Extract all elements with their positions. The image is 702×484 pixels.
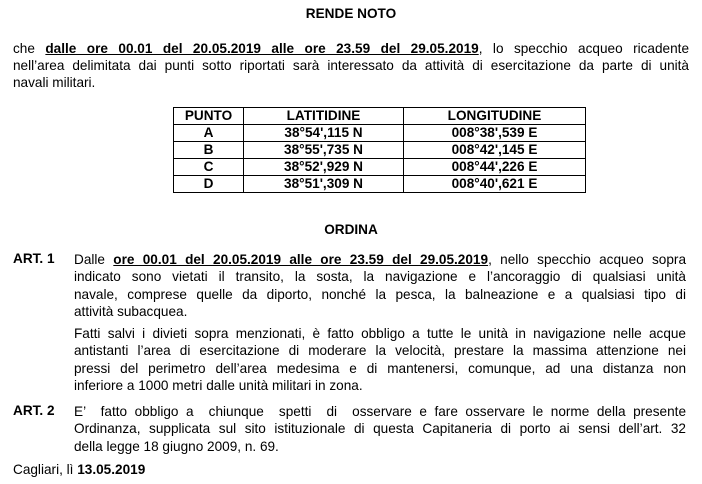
rende-noto-heading: RENDE NOTO [305,6,397,21]
art1-p2-line-3: pressi del perimetro dell’area medesima e di mantenersi, comunque, ad una distanza non [74,360,686,376]
footer-place: Cagliari, lì [13,462,74,477]
art1-line1-post: , nello specchio acqueo sopra [488,252,687,267]
header-latitudine: LATITIDINE [244,108,404,125]
cell-longitude: 008°38',539 E [404,125,586,142]
art1-period: ore 00.01 del 20.05.2019 alle ore 23.59 del 29.05.2019 [113,252,489,267]
cell-punto: B [174,142,244,159]
art2-body [74,403,686,455]
cell-longitude: 008°40',621 E [404,176,586,193]
art1-label: ART. 1 [13,251,55,266]
art2-line-1: E’ fatto obbligo a chiunque spetti di osservare e fare osservare le norme della presente [74,404,686,419]
rende-noto-line-2: nell’area delimitata dai punti sotto riportati sarà interessato da attività di esercitazione da parte di unità [13,58,689,73]
cell-latitude: 38°52',929 N [244,159,404,176]
cell-latitude: 38°54',115 N [244,125,404,142]
signature-line [13,461,689,478]
cell-latitude: 38°55',735 N [244,142,404,159]
ordina-heading: ORDINA [324,222,378,237]
art1-line-4: attività subacquea. [74,303,188,319]
table-row [174,176,586,193]
rende-noto-line-1 [13,40,689,57]
art1-line-1 [74,251,686,268]
coordinates-table [173,107,586,193]
table-header-row [174,108,586,125]
art1-body [74,251,686,320]
cell-longitude: 008°42',145 E [404,142,586,159]
table-row [174,159,586,176]
footer-date: 13.05.2019 [77,462,146,477]
table-row [174,142,586,159]
cell-punto: D [174,176,244,193]
rende-noto-line1-pre: che [13,41,35,56]
cell-punto: C [174,159,244,176]
art1-line1-pre: Dalle [74,252,105,267]
table-row [174,125,586,142]
header-longitudine: LONGITUDINE [404,108,586,125]
art1-paragraph-2 [74,325,686,394]
rende-noto-line1-post: , lo specchio acqueo ricadente [478,41,689,56]
art1-p2-line-1: Fatti salvi i divieti sopra menzionati, è fatto obbligo a tutte le unità in navigazione nelle acque [74,326,686,341]
cell-latitude: 38°51',309 N [244,176,404,193]
rende-noto-paragraph [13,40,689,91]
art1-line-3: navale, comprese quelle da diporto, nonché la pesca, la balneazione e a qualsiasi tipo di [74,286,686,302]
art1-p2-line-4: inferiore a 1000 metri dalle unità militari in zona. [74,377,363,393]
art1-line-2: indicato sono vietati il transito, la sosta, la navigazione e l’ancoraggio di qualsiasi unità [74,269,686,285]
rende-noto-period: dalle ore 00.01 del 20.05.2019 alle ore 23.59 del 29.05.2019 [45,41,479,56]
rende-noto-line-3: navali militari. [13,75,96,90]
art2-line-2: Ordinanza, supplicata sul sito istituzionale di questa Capitaneria di porto ai sensi dell’art. 32 [74,421,686,437]
art2-line-3: della legge 18 giugno 2009, n. 69. [74,438,279,454]
cell-longitude: 008°44',226 E [404,159,586,176]
cell-punto: A [174,125,244,142]
art2-label: ART. 2 [13,403,55,418]
art1-p2-line-2: antistanti l’area di esercitazione di moderare la velocità, prestare la massima attenzione nei [74,343,686,359]
header-punto: PUNTO [174,108,244,125]
